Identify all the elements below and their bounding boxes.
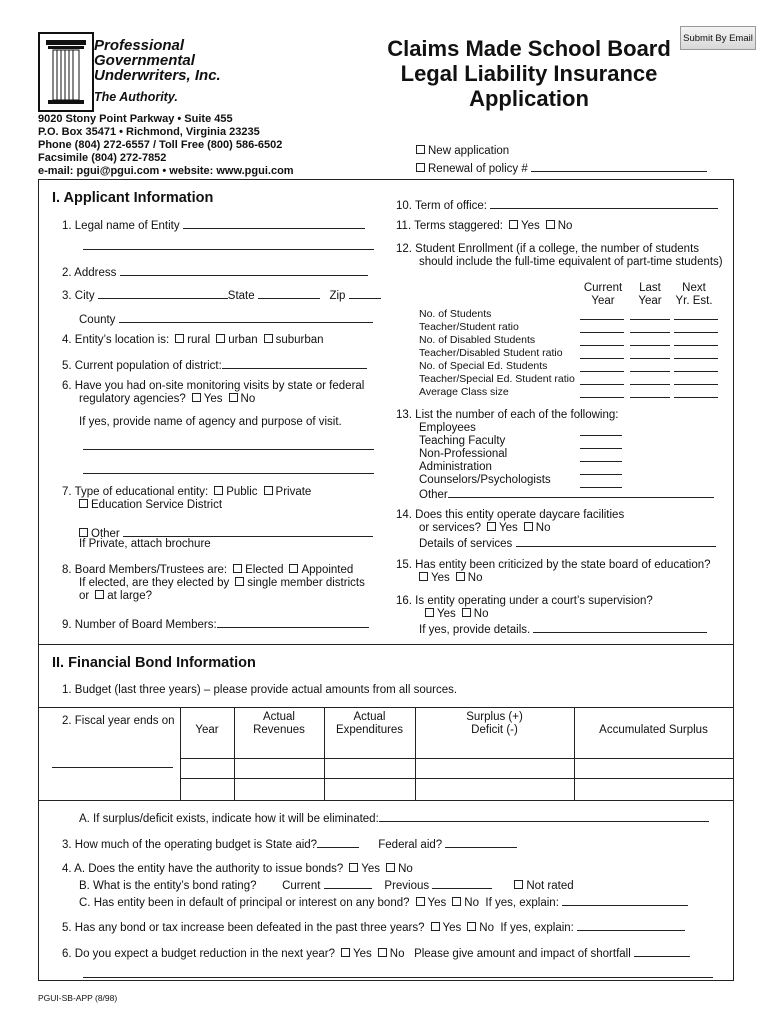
q6-reduction: [62, 945, 690, 960]
address-line: 9020 Stony Point Parkway • Suite 455: [38, 113, 233, 125]
enrollment-value-field[interactable]: [580, 371, 624, 372]
enrollment-value-field[interactable]: [674, 332, 718, 333]
label: suburban: [275, 334, 324, 346]
pgui-logo: [38, 32, 94, 112]
no-checkbox[interactable]: [386, 863, 395, 872]
state-field[interactable]: [258, 287, 320, 299]
defeated-explain-field[interactable]: [577, 919, 685, 931]
label: Please give amount and impact of shortfall: [414, 948, 631, 960]
logo-text: [94, 38, 221, 83]
label: Yes: [203, 393, 223, 405]
label: No: [389, 948, 405, 960]
label: If yes, explain:: [485, 897, 559, 909]
other-checkbox[interactable]: [79, 528, 88, 537]
label: Federal aid?: [378, 839, 443, 851]
label: Details of services: [419, 538, 513, 550]
legal-name-line2: [83, 238, 374, 253]
esd-checkbox[interactable]: [79, 499, 88, 508]
label: regulatory agencies?: [79, 393, 186, 405]
label: No: [398, 863, 413, 875]
label: Last: [639, 282, 661, 294]
label: No: [535, 522, 551, 534]
enrollment-value-field[interactable]: [674, 384, 718, 385]
enrollment-value-field[interactable]: [674, 358, 718, 359]
address-field[interactable]: [120, 264, 368, 276]
private-checkbox[interactable]: [264, 486, 273, 495]
enrollment-value-field[interactable]: [630, 332, 670, 333]
address-fax: Facsimile (804) 272-7852: [38, 152, 167, 164]
enrollment-value-field[interactable]: [630, 345, 670, 346]
q4-bonds: [62, 862, 688, 911]
col-current: [578, 282, 628, 308]
label: Zip: [329, 290, 346, 302]
policy-number-field[interactable]: [531, 160, 707, 172]
label: Next: [682, 282, 706, 294]
label: C. Has entity been in default of principal or interest on any bond?: [79, 897, 410, 909]
enrollment-row-label: Teacher/Disabled Student ratio: [419, 347, 563, 359]
city-field[interactable]: [98, 287, 228, 299]
label: 16. Is entity operating under a court’s supervision?: [396, 595, 653, 607]
yes-checkbox[interactable]: [431, 922, 440, 931]
q10-term: [396, 197, 718, 212]
enrollment-value-field[interactable]: [580, 332, 624, 333]
title-line: Application: [469, 86, 589, 111]
label: 8. Board Members/Trustees are:: [62, 564, 228, 576]
q11-staggered: [396, 220, 572, 232]
label: Previous: [384, 880, 430, 892]
logo-line2: Governmental: [94, 52, 195, 69]
label: Current: [583, 282, 623, 294]
q3-state-aid: [62, 836, 517, 851]
checkbox[interactable]: [416, 145, 425, 154]
label: Renewal of policy #: [428, 163, 528, 175]
enrollment-value-field[interactable]: [674, 397, 718, 398]
label: No: [240, 393, 256, 405]
label: New application: [428, 145, 510, 157]
no-checkbox[interactable]: [546, 220, 555, 229]
label: Appointed: [301, 564, 354, 576]
yes-checkbox[interactable]: [419, 572, 428, 581]
shortfall-field-2[interactable]: [83, 966, 713, 978]
at-large-checkbox[interactable]: [95, 590, 104, 599]
col-surplus-deficit: [415, 711, 574, 737]
court-details-field[interactable]: [533, 621, 707, 633]
q2-address: [62, 264, 368, 279]
enrollment-value-field[interactable]: [580, 358, 624, 359]
table-row-line: [180, 758, 733, 759]
q12-enrollment: [396, 243, 723, 269]
label: 3. City: [62, 290, 95, 302]
legal-name-field-2[interactable]: [83, 238, 374, 250]
section-2-title: II. Financial Bond Information: [52, 655, 256, 671]
label: 5. Has any bond or tax increase been defeated in the past three years?: [62, 922, 425, 934]
state-aid-field[interactable]: [317, 836, 359, 848]
q6-details-field-2[interactable]: [83, 462, 374, 474]
logo-line3: Underwriters, Inc.: [94, 67, 221, 84]
enrollment-value-field[interactable]: [580, 345, 624, 346]
label: No: [473, 608, 489, 620]
col-year: Year: [195, 724, 219, 736]
q1-legal-name: [62, 217, 365, 232]
enrollment-value-field[interactable]: [580, 384, 624, 385]
table-col-line: [180, 707, 181, 800]
q7-brochure-note: If Private, attach brochure: [79, 538, 211, 550]
enrollment-value-field[interactable]: [630, 358, 670, 359]
label: 7. Type of educational entity:: [62, 486, 209, 498]
q6-details-field-1[interactable]: [83, 438, 374, 450]
q13-row-label: Employees: [419, 422, 476, 434]
label: Private: [275, 486, 312, 498]
label: Elected: [245, 564, 284, 576]
title-line: Legal Liability Insurance: [400, 61, 658, 86]
label: A. If surplus/deficit exists, indicate how it will be eliminated:: [79, 813, 379, 825]
checkbox[interactable]: [416, 163, 425, 172]
label: No: [557, 220, 573, 232]
enrollment-row-label: No. of Students: [419, 308, 492, 320]
submit-by-email-button[interactable]: Submit By Email: [680, 26, 756, 50]
label: 5. Current population of district:: [62, 360, 222, 372]
table-col-line: [574, 707, 575, 800]
q5-population: [62, 357, 367, 372]
label: Current: [282, 880, 321, 892]
label: 6. Do you expect a budget reduction in the next year?: [62, 948, 335, 960]
col-next: [672, 282, 716, 308]
label: Year: [638, 295, 662, 307]
county: [79, 311, 373, 326]
title-line: Claims Made School Board: [387, 36, 671, 61]
label: or: [79, 590, 90, 602]
label: 14. Does this entity operate daycare facilities: [396, 509, 625, 521]
label: Expenditures: [335, 724, 404, 736]
label: Education Service District: [91, 499, 223, 511]
label: Year: [591, 295, 615, 307]
q13-value-field[interactable]: [580, 474, 622, 475]
q6-monitoring: [62, 380, 364, 406]
col-revenues: [234, 711, 324, 737]
label: at large?: [107, 590, 152, 602]
company-address: [38, 113, 294, 178]
enrollment-value-field[interactable]: [630, 371, 670, 372]
q16-court: [396, 595, 707, 637]
enrollment-row-label: Average Class size: [419, 386, 509, 398]
new-application-option[interactable]: [410, 145, 509, 157]
label: No: [467, 572, 483, 584]
table-row-line: [180, 778, 733, 779]
renewal-option[interactable]: [410, 160, 707, 175]
county-field[interactable]: [119, 311, 373, 323]
label: No: [479, 922, 494, 934]
label: rural: [187, 334, 211, 346]
address-email: e-mail: pgui@pgui.com • website: www.pgui.com: [38, 165, 294, 177]
q13-row-label: Administration: [419, 461, 492, 473]
population-field[interactable]: [222, 357, 367, 369]
label: 4. A. Does the entity have the authority to issue bonds?: [62, 863, 344, 875]
label: Not rated: [526, 880, 574, 892]
label: Surplus (+): [466, 711, 523, 723]
suburban-checkbox[interactable]: [264, 334, 273, 343]
label: Yr. Est.: [675, 295, 713, 307]
label: Yes: [520, 220, 540, 232]
label: Yes: [353, 948, 372, 960]
label: 10. Term of office:: [396, 200, 487, 212]
yes-checkbox[interactable]: [349, 863, 358, 872]
label: If elected, are they elected by: [79, 577, 230, 589]
label: 15. Has entity been criticized by the state board of education?: [396, 559, 711, 571]
label: Deficit (-): [471, 724, 518, 736]
label: 4. Entity’s location is:: [62, 334, 170, 346]
q15-criticized: [396, 559, 711, 585]
label: single member districts: [247, 577, 365, 589]
section-1-title: I. Applicant Information: [52, 190, 214, 206]
other-field[interactable]: [123, 525, 373, 537]
single-member-checkbox[interactable]: [235, 577, 244, 586]
label: State: [227, 290, 255, 302]
col-accumulated-surplus: Accumulated Surplus: [599, 724, 708, 736]
yes-checkbox[interactable]: [416, 897, 425, 906]
previous-rating-field[interactable]: [432, 877, 492, 889]
enrollment-value-field[interactable]: [580, 397, 624, 398]
label: urban: [228, 334, 258, 346]
label: 6. Have you had on-site monitoring visits by state or federal: [62, 380, 365, 392]
q13-row-label: Counselors/Psychologists: [419, 474, 551, 486]
q3-city: [62, 287, 381, 302]
enrollment-value-field[interactable]: [580, 319, 624, 320]
q8-board-members: [62, 564, 365, 603]
logo-line1: Professional: [94, 37, 185, 54]
label: 2. Address: [62, 267, 117, 279]
label: No: [464, 897, 479, 909]
q9-board-count: [62, 616, 369, 631]
logo-tagline: The Authority.: [94, 90, 178, 104]
label: If yes, explain:: [500, 922, 574, 934]
no-checkbox[interactable]: [452, 897, 461, 906]
label: 11. Terms staggered:: [396, 220, 503, 232]
default-explain-field[interactable]: [562, 894, 688, 906]
enrollment-row-label: Teacher/Student ratio: [419, 321, 519, 333]
zip-field[interactable]: [349, 287, 381, 299]
no-checkbox[interactable]: [456, 572, 465, 581]
table-bottom: [38, 800, 733, 801]
daycare-details-field[interactable]: [516, 535, 716, 547]
label: Yes: [499, 522, 518, 534]
enrollment-value-field[interactable]: [630, 384, 670, 385]
label: Other: [419, 489, 448, 501]
q6-details-label: If yes, provide name of agency and purpose of visit.: [79, 416, 342, 428]
eliminate-field[interactable]: [379, 810, 709, 822]
q7-entity-type: [62, 486, 311, 512]
board-count-field[interactable]: [217, 616, 369, 628]
elected-checkbox[interactable]: [233, 564, 242, 573]
label: 3. How much of the operating budget is State aid?: [62, 839, 318, 851]
not-rated-checkbox[interactable]: [514, 880, 523, 889]
label: 9. Number of Board Members:: [62, 619, 217, 631]
q4-location: [62, 334, 324, 346]
enrollment-row-label: Teacher/Special Ed. Student ratio: [419, 373, 575, 385]
q13-row-label: Non-Professional: [419, 448, 508, 460]
yes-checkbox[interactable]: [487, 522, 496, 531]
form-title: [370, 36, 688, 111]
q1-budget: 1. Budget (last three years) – please provide actual amounts from all sources.: [62, 684, 458, 696]
legal-name-field[interactable]: [183, 217, 365, 229]
enrollment-value-field[interactable]: [674, 319, 718, 320]
label: Yes: [427, 897, 447, 909]
yes-checkbox[interactable]: [192, 393, 201, 402]
label: County: [79, 314, 116, 326]
current-rating-field[interactable]: [324, 877, 372, 889]
column-icon: [40, 34, 92, 110]
qA-eliminate: [79, 810, 709, 825]
q14-daycare: [396, 509, 716, 551]
label: Actual: [353, 711, 386, 723]
label: Other: [91, 528, 120, 540]
label: 1. Legal name of Entity: [62, 220, 180, 232]
label: Public: [226, 486, 258, 498]
label: Revenues: [253, 724, 305, 736]
term-field[interactable]: [490, 197, 718, 209]
enrollment-value-field[interactable]: [630, 397, 670, 398]
divider: [38, 644, 733, 645]
federal-aid-field[interactable]: [445, 836, 517, 848]
rural-checkbox[interactable]: [175, 334, 184, 343]
label: should include the full-time equivalent of part-time students): [419, 256, 723, 268]
address-phone: Phone (804) 272-6557 / Toll Free (800) 586-6502: [38, 139, 283, 151]
no-checkbox[interactable]: [467, 922, 476, 931]
urban-checkbox[interactable]: [216, 334, 225, 343]
label: Yes: [442, 922, 462, 934]
q13-value-field[interactable]: [580, 448, 622, 449]
label: Yes: [431, 572, 450, 584]
q13-label: 13. List the number of each of the following:: [396, 409, 619, 421]
q13-value-field[interactable]: [580, 435, 622, 436]
q13-other: [419, 486, 714, 501]
col-expenditures: [324, 711, 415, 737]
yes-checkbox[interactable]: [509, 220, 518, 229]
no-checkbox[interactable]: [524, 522, 533, 531]
address-line: P.O. Box 35471 • Richmond, Virginia 23235: [38, 126, 260, 138]
label: If yes, provide details.: [419, 624, 531, 636]
other-field[interactable]: [448, 486, 714, 498]
fiscal-year-field[interactable]: [52, 756, 173, 768]
label: Yes: [437, 608, 456, 620]
label: B. What is the entity’s bond rating?: [79, 880, 257, 892]
form-code: PGUI-SB-APP (8/98): [38, 993, 118, 1003]
label: 12. Student Enrollment (if a college, the number of students: [396, 243, 700, 255]
q13-value-field[interactable]: [580, 461, 622, 462]
q13-row-label: Teaching Faculty: [419, 435, 506, 447]
label: Yes: [361, 863, 381, 875]
enrollment-row-label: No. of Special Ed. Students: [419, 360, 548, 372]
q5-defeated: [62, 919, 685, 934]
no-checkbox[interactable]: [378, 948, 387, 957]
enrollment-row-label: No. of Disabled Students: [419, 334, 536, 346]
label: or services?: [419, 522, 481, 534]
yes-checkbox[interactable]: [425, 608, 434, 617]
appointed-checkbox[interactable]: [289, 564, 298, 573]
col-last: [630, 282, 670, 308]
label: Actual: [263, 711, 295, 723]
no-checkbox[interactable]: [229, 393, 238, 402]
fiscal-year-label: 2. Fiscal year ends on: [62, 715, 175, 727]
table-top: [38, 707, 733, 708]
yes-checkbox[interactable]: [341, 948, 350, 957]
enrollment-value-field[interactable]: [674, 345, 718, 346]
shortfall-field[interactable]: [634, 945, 690, 957]
enrollment-value-field[interactable]: [630, 319, 670, 320]
public-checkbox[interactable]: [214, 486, 223, 495]
no-checkbox[interactable]: [462, 608, 471, 617]
enrollment-value-field[interactable]: [674, 371, 718, 372]
